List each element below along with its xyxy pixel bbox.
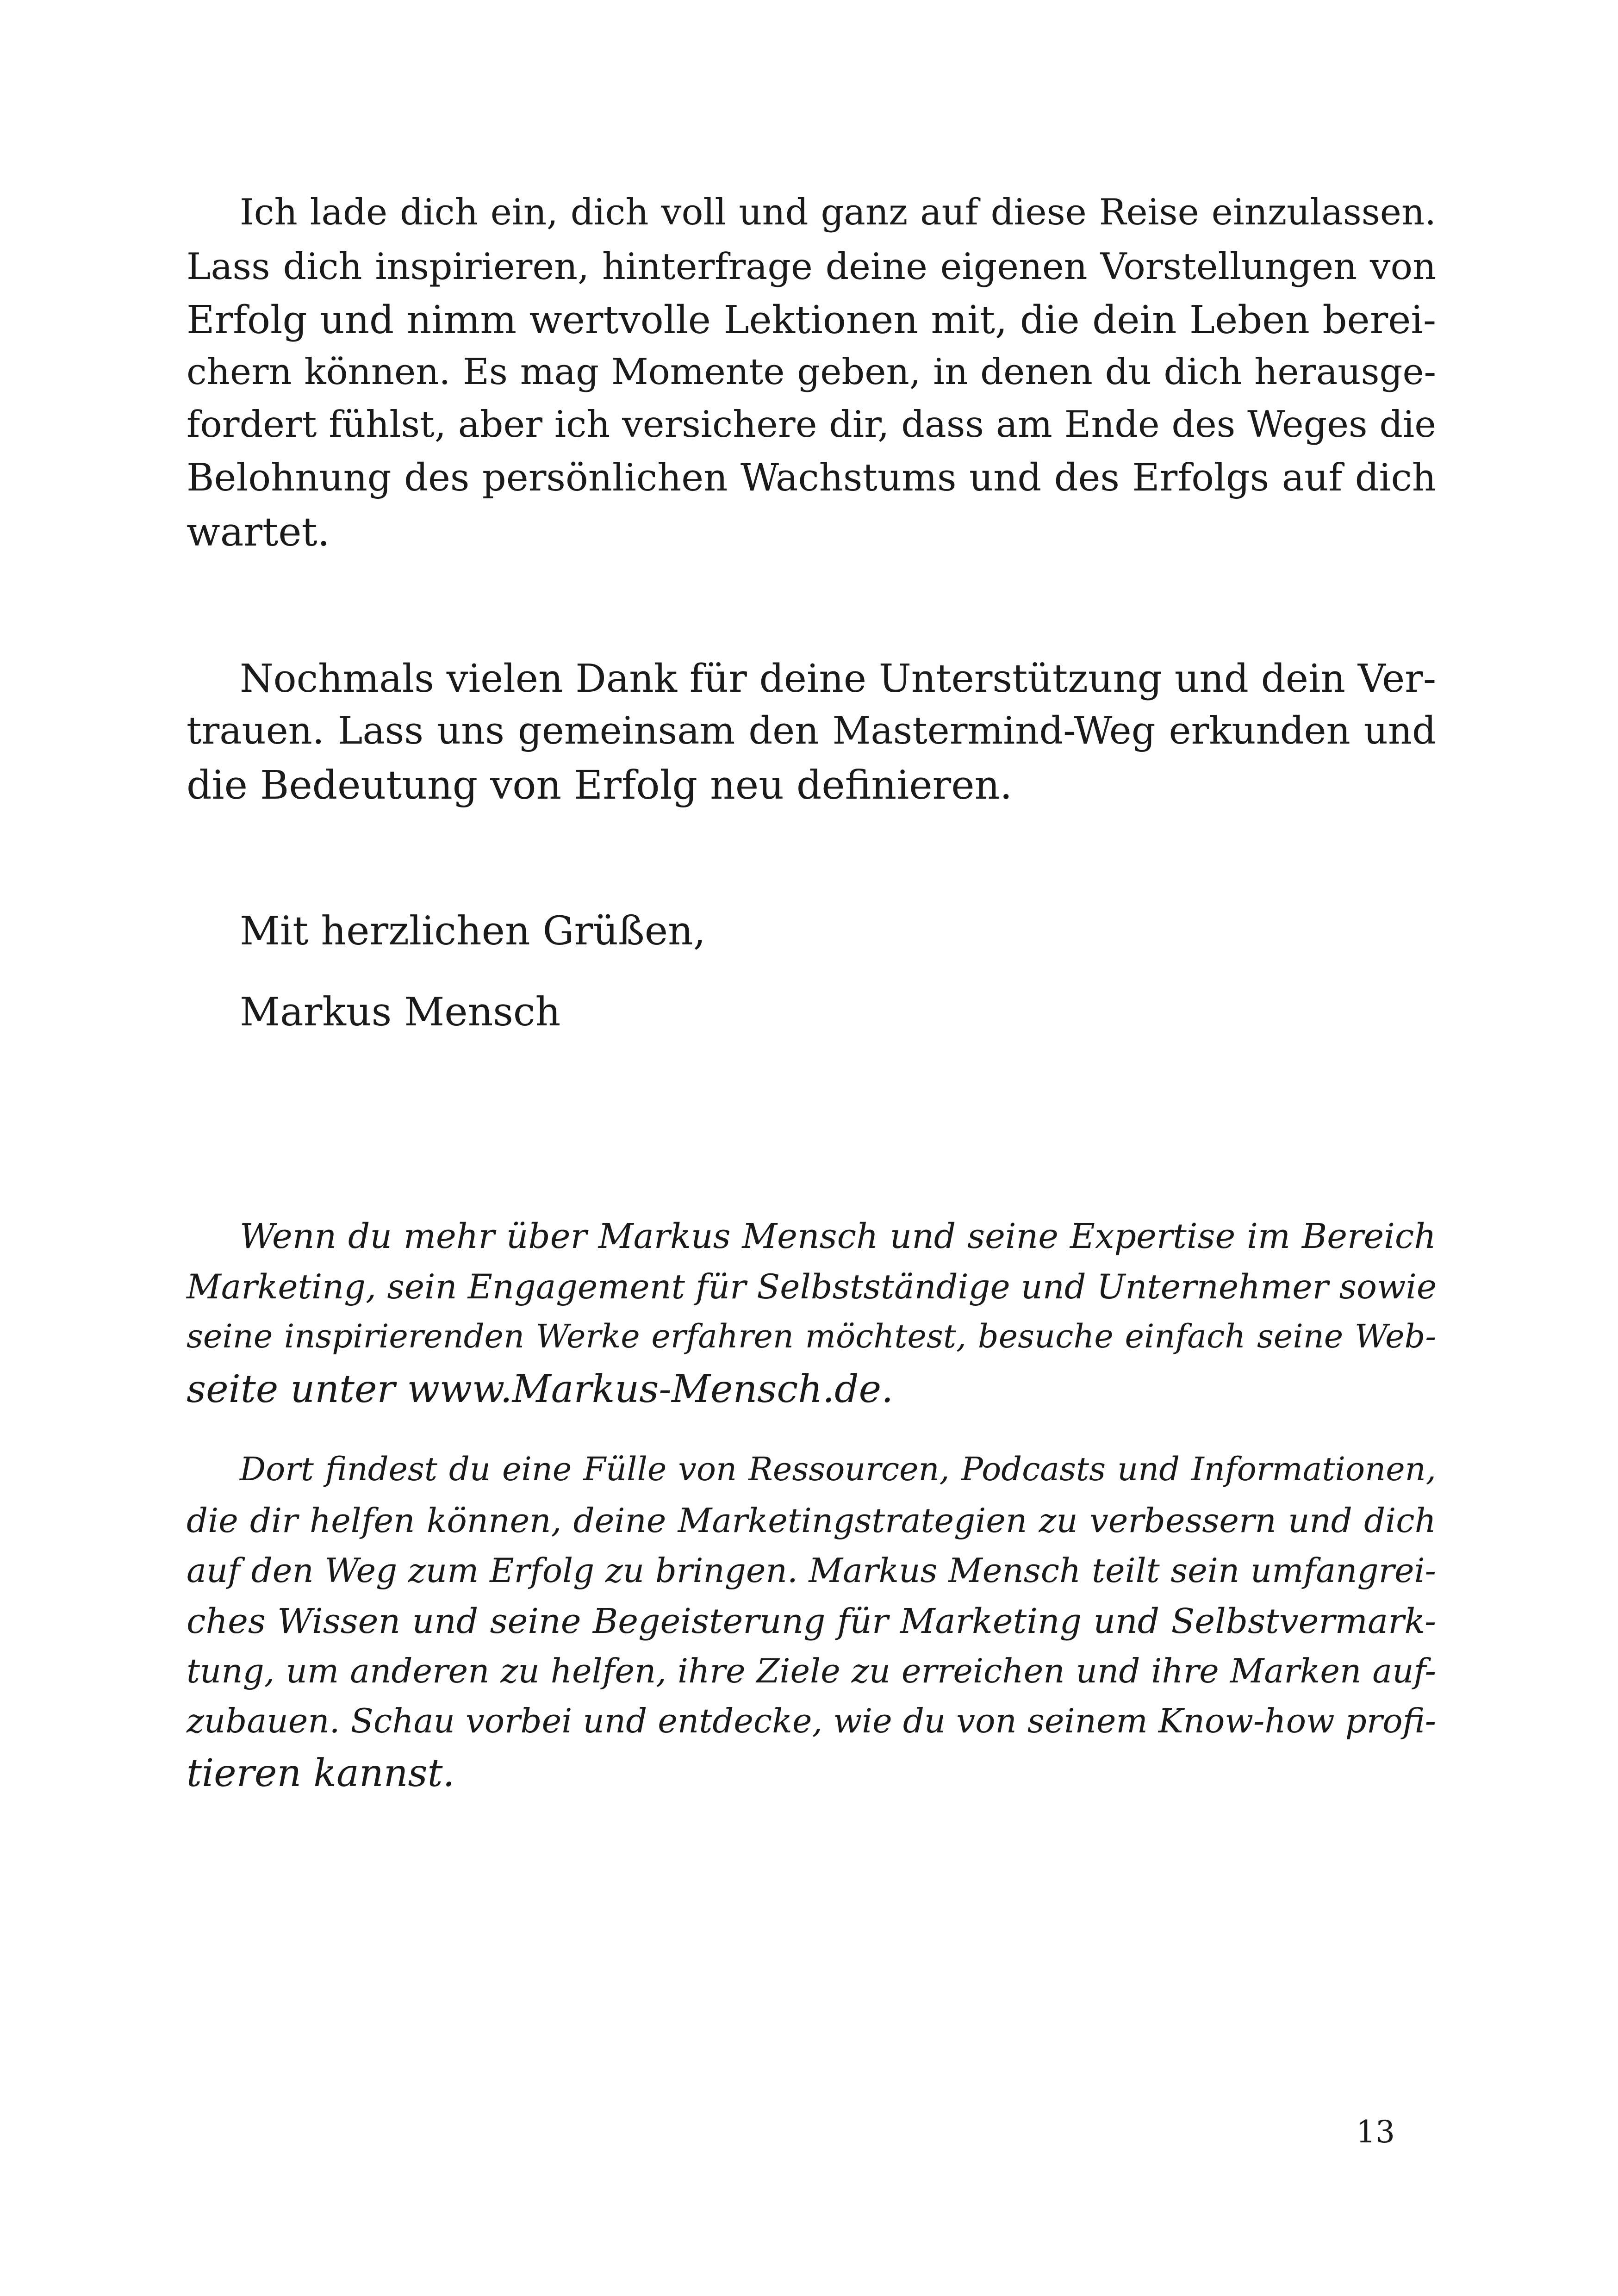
text-line: Belohnung des persönlichen Wachstums und des Erfolgs auf dich [187, 456, 1436, 500]
closing-greeting: Mit herzlichen Grüßen, [240, 908, 706, 954]
text-line: die Bedeutung von Erfolg neu definieren. [187, 763, 1013, 808]
text-line: Nochmals vielen Dank für deine Unterstützung und dein Ver- [240, 656, 1436, 701]
text-line: auf den Weg zum Erfolg zu bringen. Markus Mensch teilt sein umfangrei- [187, 1551, 1436, 1590]
text-line: tieren kannst. [187, 1751, 455, 1795]
text-line: Marketing, sein Engagement für Selbstständige und Unternehmer sowie [187, 1267, 1437, 1307]
page-number: 13 [1356, 2114, 1395, 2150]
text-line: wartet. [187, 509, 330, 555]
text-line: trauen. Lass uns gemeinsam den Mastermind-Weg erkunden und [187, 709, 1436, 753]
text-line: chern können. Es mag Momente geben, in denen du dich herausge- [187, 351, 1436, 393]
text-line: Dort findest du eine Fülle von Ressourcen, Podcasts und Informationen, [240, 1450, 1436, 1488]
signature-name: Markus Mensch [240, 989, 561, 1035]
text-line: Ich lade dich ein, dich voll und ganz auf diese Reise einzulassen. [240, 192, 1436, 233]
text-line: zubauen. Schau vorbei und entdecke, wie du von seinem Know-how profi- [187, 1701, 1436, 1740]
text-line: fordert fühlst, aber ich versichere dir, dass am Ende des Weges die [187, 403, 1436, 446]
document-page [187, 0, 1436, 2296]
text-line: seine inspirierenden Werke erfahren möchtest, besuche einfach seine Web- [187, 1317, 1436, 1355]
text-line: tung, um anderen zu helfen, ihre Ziele zu erreichen und ihre Marken auf- [187, 1651, 1436, 1690]
text-line: Erfolg und nimm wertvolle Lektionen mit, die dein Leben berei- [187, 298, 1436, 342]
text-line: seite unter www.Markus-Mensch.de. [187, 1367, 894, 1411]
text-line: ches Wissen und seine Begeisterung für Marketing und Selbstvermark- [187, 1601, 1436, 1641]
text-line: die dir helfen können, deine Marketingstrategien zu verbessern und dich [187, 1501, 1436, 1540]
text-line: Wenn du mehr über Markus Mensch und seine Expertise im Bereich [240, 1216, 1436, 1256]
text-line: Lass dich inspirieren, hinterfrage deine eigenen Vorstellungen von [187, 245, 1436, 288]
